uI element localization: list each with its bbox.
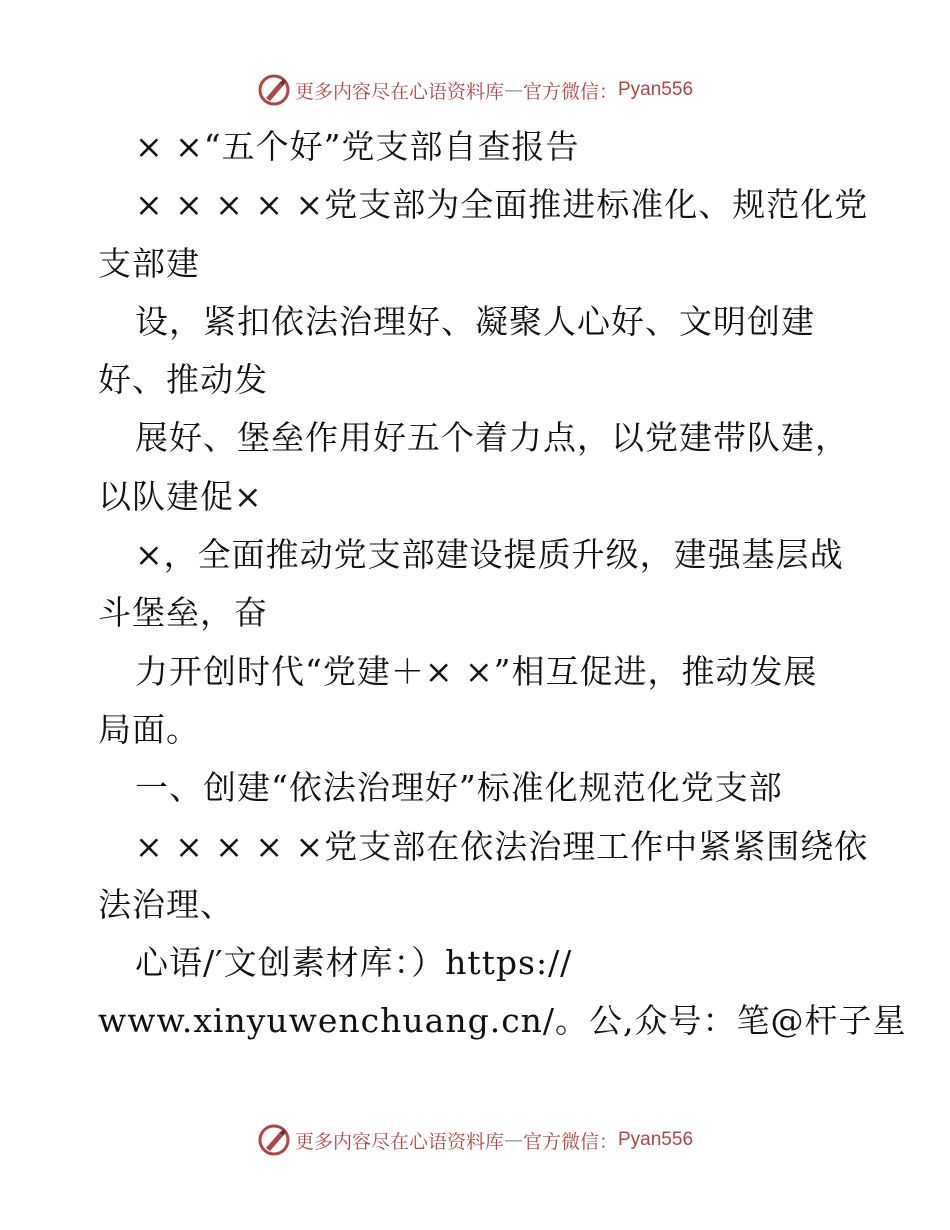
document-body xyxy=(98,118,907,1051)
banner-separator: — xyxy=(503,79,523,101)
paragraph-line: × × × × ×党支部为全面推进标准化、规范化党 xyxy=(135,185,869,225)
pen-logo-icon xyxy=(257,1123,291,1157)
paragraph-line: ×，全面推动党支部建设提质升级，建强基层战 xyxy=(135,535,844,575)
banner-wechat-id: Pyan556 xyxy=(618,79,694,100)
banner-separator: — xyxy=(503,1129,523,1151)
banner-wechat-label: 官方微信： xyxy=(522,1130,618,1153)
banner-wechat-label: 官方微信： xyxy=(522,80,618,103)
paragraph-line: 设，紧扣依法治理好、凝聚人心好、文明创建 xyxy=(135,301,815,341)
pen-logo-icon xyxy=(257,73,291,107)
source-url-line: www.xinyuwenchuang.cn/。公,众号：笔@杆子星 xyxy=(98,1001,907,1041)
paragraph-line: × × × × ×党支部在依法治理工作中紧紧围绕依 xyxy=(135,826,869,866)
source-line: 心语/′文创素材库：）https:// xyxy=(135,943,573,983)
paragraph-line: 力开创时代“党建＋× ×”相互促进，推动发展 xyxy=(135,651,818,691)
banner-wechat-id: Pyan556 xyxy=(618,1129,694,1150)
paragraph-line: 支部建 xyxy=(98,243,200,283)
section-heading: 一、创建“依法治理好”标准化规范化党支部 xyxy=(135,768,783,808)
paragraph-line: 斗堡垒，奋 xyxy=(98,593,268,633)
banner-text: 更多内容尽在心语资料库 xyxy=(294,1130,504,1153)
footer-banner xyxy=(0,1120,950,1160)
paragraph-line: 以队建促× xyxy=(98,476,263,516)
document-title: × ×“五个好”党支部自查报告 xyxy=(135,127,580,166)
paragraph-line: 局面。 xyxy=(98,709,200,749)
paragraph-line: 好、推动发 xyxy=(98,360,268,400)
header-banner xyxy=(0,70,950,110)
paragraph-line: 法治理、 xyxy=(98,884,234,924)
banner-text: 更多内容尽在心语资料库 xyxy=(294,80,504,103)
paragraph-line: 展好、堡垒作用好五个着力点，以党建带队建， xyxy=(135,418,849,458)
